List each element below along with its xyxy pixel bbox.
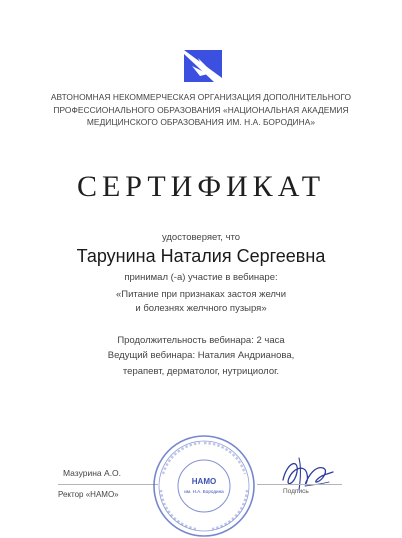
organization-name: [20, 91, 382, 129]
rector-name: Мазурина А.О.: [63, 468, 122, 478]
official-stamp-icon: [152, 434, 256, 538]
rector-title: Ректор «НАМО»: [58, 490, 119, 499]
webinar-topic-line-1: «Питание при признаках застоя желчи: [115, 289, 287, 300]
certificate-title: СЕРТИФИКАТ: [76, 170, 326, 203]
academy-logo-icon: [178, 44, 228, 88]
signature-line: [257, 484, 342, 485]
org-line-3: МЕДИЦИНСКОГО ОБРАЗОВАНИЯ ИМ. Н.А. БОРОДИНА»: [86, 117, 316, 128]
participation-text: принимал (-а) участие в вебинаре:: [124, 272, 278, 283]
recipient-name: Тарунина Наталия Сергеевна: [76, 246, 326, 266]
certifies-text: удостоверяет, что: [161, 232, 241, 243]
webinar-host-line-2: терапевт, дерматолог, нутрициолог.: [122, 366, 280, 377]
stamp-center-top: НАМО: [191, 477, 217, 486]
webinar-topic-line-2: и болезнях желчного пузыря»: [135, 303, 267, 314]
webinar-duration: Продолжительность вебинара: 2 часа: [117, 335, 285, 346]
signature-label: Подпись: [283, 488, 309, 495]
webinar-host-line-1: Ведущий вебинара: Наталия Андрианова,: [107, 350, 295, 361]
rector-signature-line: [58, 484, 158, 485]
org-line-2: ПРОФЕССИОНАЛЬНОГО ОБРАЗОВАНИЯ «НАЦИОНАЛЬНАЯ АКАДЕМИЯ: [53, 104, 349, 115]
stamp-center-bottom: им. Н.А. Бородина: [184, 489, 224, 494]
org-line-1: АВТОНОМНАЯ НЕКОММЕРЧЕСКАЯ ОРГАНИЗАЦИЯ ДОПОЛНИТЕЛЬНОГО: [50, 92, 352, 102]
